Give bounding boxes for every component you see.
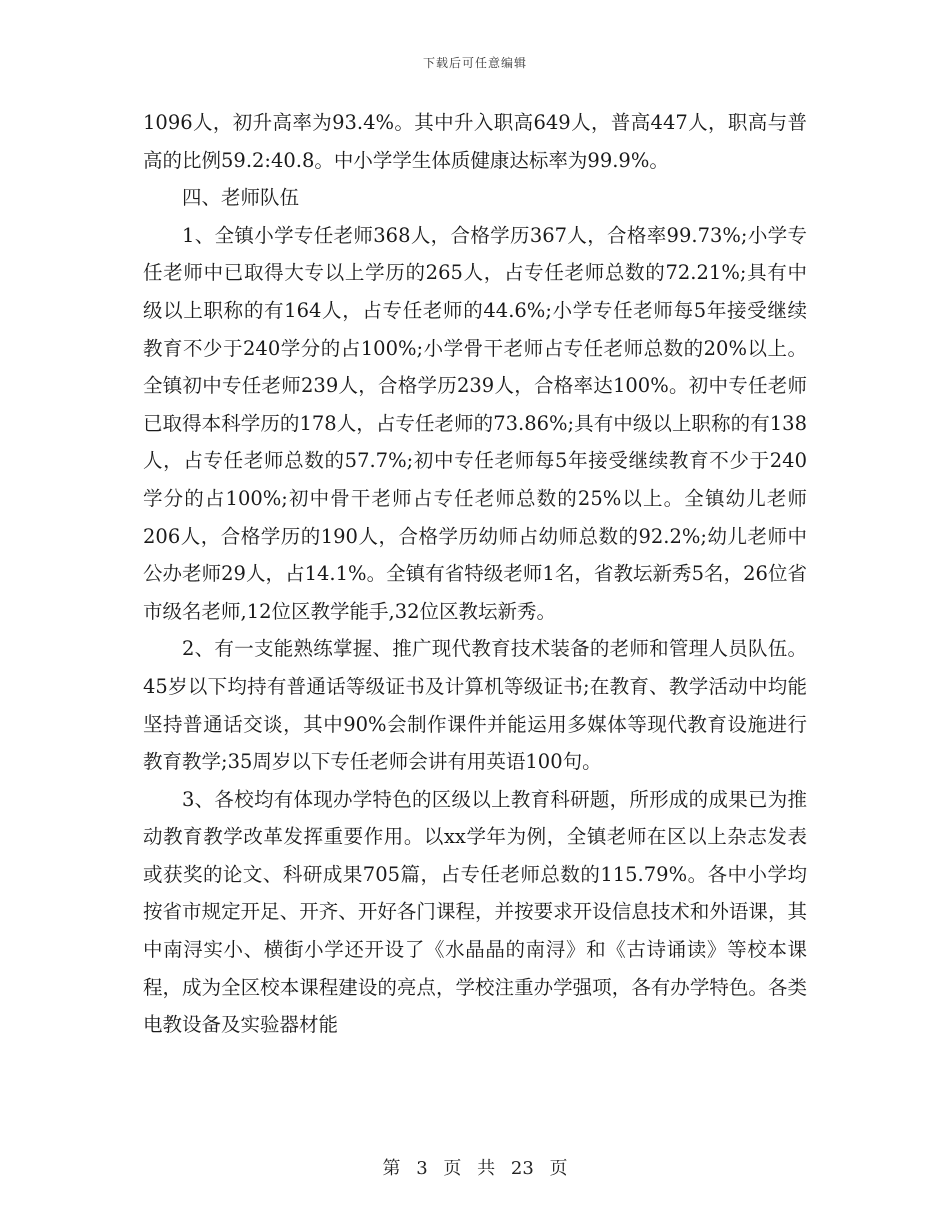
paragraph-teacher-skills: 2、有一支能熟练掌握、推广现代教育技术装备的老师和管理人员队伍。45岁以下均持有普通话等级证书及计算机等级证书;在教育、教学活动中均能坚持普通话交谈，其中90%会制作课件并能运用多媒体等现代教育设施进行教育教学;35周岁以下专任老师会讲有用英语100句。: [143, 637, 807, 774]
page-header: 下载后可任意编辑: [422, 56, 527, 70]
footer-total-word: 共: [477, 1158, 496, 1179]
page-footer: [0, 1154, 950, 1180]
paragraph-research: 3、各校均有体现办学特色的区级以上教育科研题，所形成的成果已为推动教育教学改革发挥重要作用。以xx学年为例，全镇老师在区以上杂志发表或获奖的论文、科研成果705篇，占专任老师总数的115.79%。各中小学均按省市规定开足、开齐、开好各门课程，并按要求开设信息技术和外语课，其中南浔实小、横街小学还开设了《水晶晶的南浔》和《古诗诵读》等校本课程，成为全区校本课程建设的亮点，学校注重办学强项，各有办学特色。各类电教设备及实验器材能: [143, 787, 807, 1037]
total-pages-number: 23: [510, 1158, 534, 1179]
current-page-number: 3: [416, 1158, 428, 1179]
paragraph-teacher-stats: 1、全镇小学专任老师368人，合格学历367人，合格率99.73%;小学专任老师中已取得大专以上学历的265人，占专任老师总数的72.21%;具有中级以上职称的有164人，占专任老师的44.6%;小学专任老师每5年接受继续教育不少于240学分的占100%;小学骨干老师占专任老师总数的20%以上。全镇初中专任老师239人，合格学历239人，合格率达100%。初中专任老师已取得本科学历的178人，占专任老师的73.86%;具有中级以上职称的有138人，占专任老师总数的57.7%;初中专任老师每5年接受继续教育不少于240学分的占100%;初中骨干老师占专任老师总数的25%以上。全镇幼儿老师206人，合格学历的190人，合格学历幼师占幼师总数的92.2%;幼儿老师中公办老师29人，占14.1%。全镇有省特级老师1名，省教坛新秀5名，26位省市级名老师,12位区教学能手,32位区教坛新秀。: [143, 223, 807, 623]
footer-page-word: 页: [443, 1158, 462, 1179]
paragraph-continuation: 1096人，初升高率为93.4%。其中升入职高649人，普高447人，职高与普高的比例59.2:40.8。中小学学生体质健康达标率为99.9%。: [143, 111, 807, 172]
section-heading: 四、老师队伍: [182, 186, 300, 210]
footer-suffix: 页: [549, 1158, 568, 1179]
document-body: [143, 104, 807, 1044]
footer-prefix: 第: [382, 1158, 401, 1179]
